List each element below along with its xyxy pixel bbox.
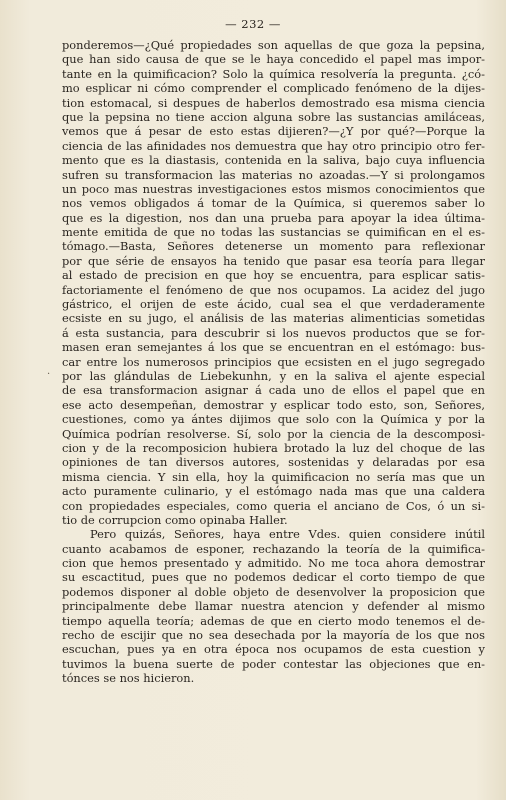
text-line: que la pepsina no tiene accion alguna sobre las sustancias amiláceas, bbox=[62, 109, 485, 124]
text-line: mento que es la diastasis, contenida en la saliva, bajo cuya influencia bbox=[62, 153, 485, 168]
text-line: su escactitud, pues que no podemos dedicar el corto tiempo de que bbox=[62, 570, 485, 585]
text-line: recho de escijir que no sea desechada por la mayoría de los que nos bbox=[62, 628, 485, 643]
text-line: cion que hemos presentado y admitido. No me toca ahora demostrar bbox=[62, 556, 485, 571]
text-line: gástrico, el orijen de este ácido, cual sea el que verdaderamente bbox=[62, 297, 485, 312]
text-line: cuestiones, como ya ántes dijimos que solo con la Química y por la bbox=[62, 412, 485, 427]
text-line: escuchan, pues ya en otra época nos ocupamos de esta cuestion y bbox=[62, 642, 485, 657]
text-line: vemos que á pesar de esto estas dijieren?—¿Y por qué?—Porque la bbox=[62, 124, 485, 139]
text-line: tuvimos la buena suerte de poder contestar las objeciones que en- bbox=[62, 656, 485, 671]
text-line: opiniones de tan diversos autores, sostenidas y delaradas por esa bbox=[62, 455, 485, 470]
text-line: al estado de precision en que hoy se encuentra, para esplicar satis- bbox=[62, 268, 485, 283]
text-line: por que série de ensayos ha tenido que pasar esa teoría para llegar bbox=[62, 253, 485, 268]
text-line: ese acto desempeñan, demostrar y esplicar todo esto, son, Señores, bbox=[62, 397, 485, 412]
text-line: car entre los numerosos principios que ecsisten en el jugo segregado bbox=[62, 354, 485, 369]
text-line: tiempo aquella teoría; ademas de que en cierto modo tenemos el de- bbox=[62, 613, 485, 628]
text-line: tio de corrupcion como opinaba Haller. bbox=[62, 512, 288, 527]
text-line: Pero quizás, Señores, haya entre Vdes. quien considere inútil bbox=[90, 527, 485, 542]
text-line: masen eran semejantes á los que se encuentran en el estómago: bus- bbox=[62, 340, 485, 355]
text-line: á esta sustancia, para descubrir si los nuevos productos que se for- bbox=[62, 325, 485, 340]
text-line: tónces se nos hicieron. bbox=[62, 671, 195, 686]
text-line: acto puramente culinario, y el estómago nada mas que una caldera bbox=[62, 484, 485, 499]
text-line: principalmente debe llamar nuestra atencion y defender al mismo bbox=[62, 599, 485, 614]
text-line: con propiedades especiales, como queria el anciano de Cos, ó un si- bbox=[62, 498, 485, 513]
body-text bbox=[62, 38, 485, 686]
text-line: sufren su transformacion las materias no azoadas.—Y si prolongamos bbox=[62, 167, 485, 182]
text-line: tion estomacal, si despues de haberlos demostrado esa misma ciencia bbox=[62, 95, 485, 110]
text-line: mente emitida de que no todas las sustancias se quimifican en el es- bbox=[62, 225, 485, 240]
text-line: misma ciencia. Y sin ella, hoy la quimificacion no sería mas que un bbox=[62, 469, 485, 484]
text-line: Química podrían resolverse. Sí, solo por la ciencia de la descomposi- bbox=[62, 426, 485, 441]
text-line: cuanto acabamos de esponer, rechazando la teoría de la quimifica- bbox=[62, 541, 485, 556]
text-line: mo esplicar ni cómo comprender el complicado fenómeno de la dijes- bbox=[62, 81, 485, 96]
text-line: ecsiste en su jugo, el análisis de las materias alimenticias sometidas bbox=[62, 311, 485, 326]
page-number: — 232 — bbox=[225, 17, 281, 31]
text-line: tómago.—Basta, Señores detenerse un momento para reflexionar bbox=[62, 239, 485, 254]
text-line: que han sido causa de que se le haya concedido el papel mas impor- bbox=[62, 52, 485, 67]
text-line: un poco mas nuestras investigaciones estos mismos conocimientos que bbox=[62, 181, 485, 196]
text-line: por las glándulas de Liebekunhn, y en la saliva el ajente especial bbox=[62, 368, 485, 383]
text-line: ponderemos—¿Qué propiedades son aquellas de que goza la pepsina, bbox=[62, 38, 485, 52]
text-line: cion y de la recomposicion hubiera brotado la luz del choque de las bbox=[62, 440, 485, 455]
text-line: que es la digestion, nos dan una prueba para apoyar la idea última- bbox=[62, 210, 485, 225]
text-line: tante en la quimificacion? Solo la química resolvería la pregunta. ¿có- bbox=[62, 66, 485, 81]
text-line: factoriamente el fenómeno de que nos ocupamos. La acidez del jugo bbox=[62, 282, 485, 297]
margin-mark: · bbox=[47, 369, 51, 380]
text-line: nos vemos obligados á tomar de la Química, si queremos saber lo bbox=[62, 196, 485, 211]
text-line: ciencia de las afinidades nos demuestra que hay otro principio otro fer- bbox=[62, 138, 485, 153]
text-line: de esa transformacion asignar á cada uno de ellos el papel que en bbox=[62, 383, 485, 398]
text-line: podemos disponer al doble objeto de desenvolver la proposicion que bbox=[62, 584, 485, 599]
